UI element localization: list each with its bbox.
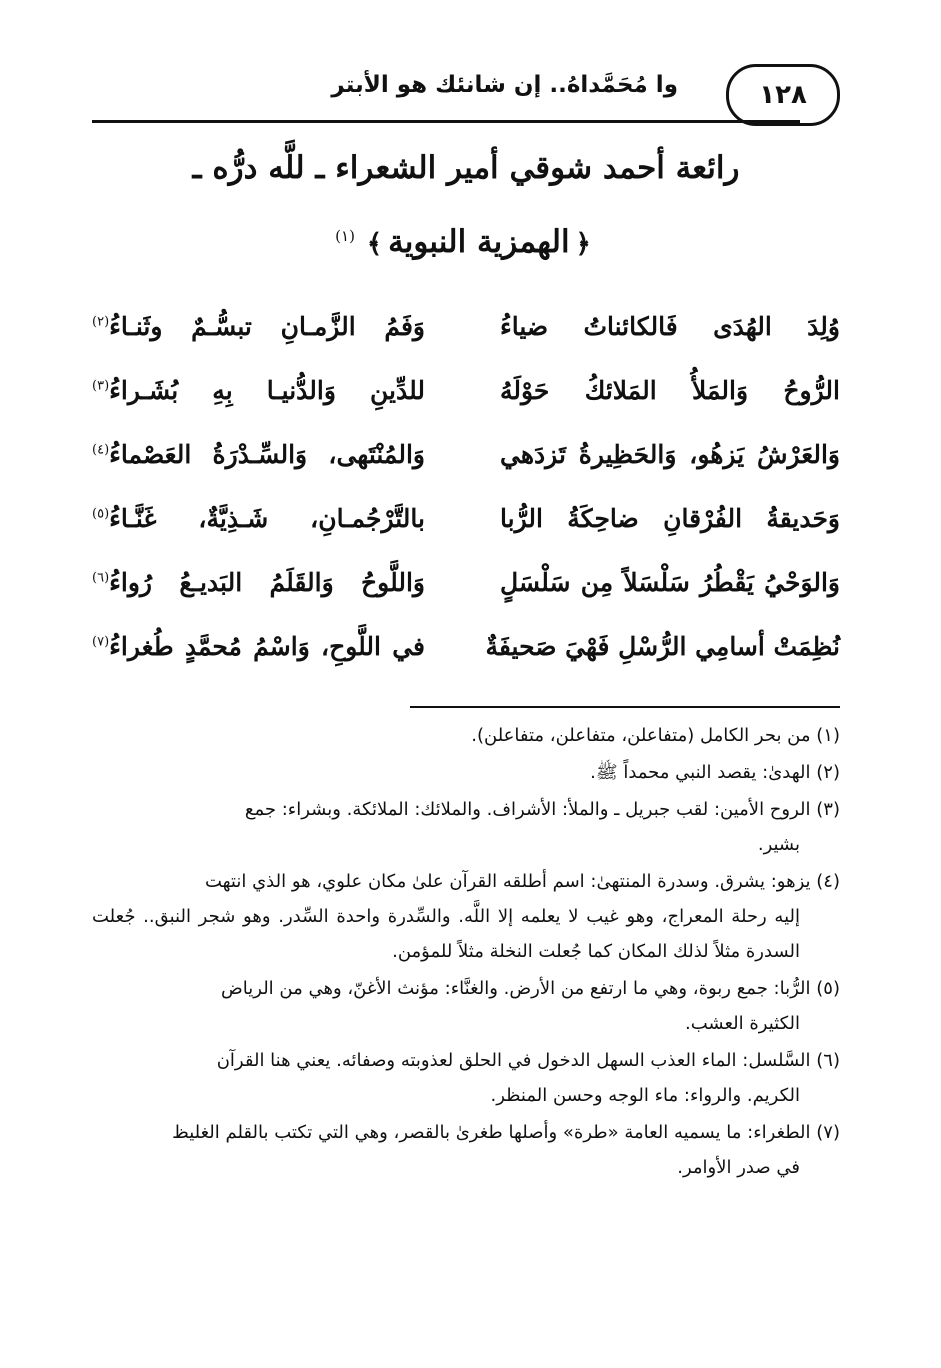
footnote-number: (٧) [816, 1122, 840, 1143]
verse-note-ref: (٦) [92, 570, 110, 586]
footnote-number: (٦) [816, 1050, 840, 1071]
verse-note-ref: (٣) [92, 378, 110, 394]
footnote-text: السَّلسل: الماء العذب السهل الدخول في الحلق لعذوبته وصفائه. يعني هنا القرآن [216, 1050, 811, 1071]
footnote [92, 1115, 840, 1185]
verse-first-hemistich: نُظِمَتْ أسامِي الرُّسْلِ فَهْيَ صَحيفَةٌ [485, 632, 840, 661]
verse-note-ref: (٥) [92, 506, 110, 522]
footnote-number: (٢) [816, 762, 840, 783]
verse-second-hemistich [92, 568, 425, 597]
verse-second-text: بالتَّرْجُمـانِ، شَـذِيَّةٌ، غَنَّـاءُ [109, 504, 425, 533]
footnotes [92, 718, 840, 1187]
verse-first-hemistich: وَالعَرْشُ يَزهُو، وَالحَظِيرةُ تَزدَهي [500, 440, 840, 469]
footnote-text: الرُّبا: جمع ربوة، وهي ما ارتفع من الأرض. والغنَّاء: مؤنث الأغنّ، وهي من الرياض [221, 978, 811, 999]
verse-second-text: للدِّينِ وَالدُّنيـا بِهِ بُشَـراءُ [109, 376, 425, 405]
footnote-continuation: الكريم. والرواء: ماء الوجه وحسن المنظر. [490, 1085, 800, 1106]
verse-second-text: وَاللَّوحُ وَالقَلَمُ البَديـعُ رُواءُ [109, 568, 425, 597]
footnote-continuation: إليه رحلة المعراج، وهو غيب لا يعلمه إلا اللَّه. والسِّدرة واحدة السِّدر. وهو شجر النبق.. جُعلت السدرة مثلاً لذلك المكان كما جُعلت النخلة مثلاً للمؤمن. [92, 906, 800, 962]
verse-second-hemistich [92, 312, 425, 341]
page-header [92, 62, 840, 124]
ornament-right-icon: ﴿ [575, 229, 591, 259]
footnote-continuation: بشير. [757, 834, 800, 855]
footnote [92, 755, 840, 790]
footnote-text: الطغراء: ما يسميه العامة «طرة» وأصلها طغرىٰ بالقصر، وهي التي تكتب بالقلم الغليظ [172, 1122, 811, 1143]
footnote-continuation: في صدر الأوامر. [677, 1157, 800, 1178]
verse-second-text: في اللَّوحِ، وَاسْمُ مُحمَّدٍ طُغراءُ [109, 632, 425, 661]
verse [92, 306, 840, 370]
verse-first-hemistich: وُلِدَ الهُدَى فَالكائناتُ ضياءُ [500, 312, 840, 341]
subtitle-note-ref: (١) [335, 226, 355, 245]
footnote-number: (٣) [816, 799, 840, 820]
footnote-number: (١) [816, 725, 840, 746]
verse [92, 498, 840, 562]
running-title: وا مُحَمَّداهُ.. إن شانئك هو الأبتر [331, 72, 678, 98]
verse [92, 434, 840, 498]
footnote-number: (٤) [816, 871, 840, 892]
verse-second-text: وَالمُنْتَهى، وَالسِّـدْرَةُ العَصْماءُ [109, 440, 425, 469]
verse-note-ref: (٢) [92, 314, 110, 330]
verse-second-hemistich [92, 440, 425, 469]
verse [92, 626, 840, 690]
footnote-text: يزهو: يشرق. وسدرة المنتهىٰ: اسم أطلقه القرآن علىٰ مكان علوي، هو الذي انتهت [204, 871, 811, 892]
poem [92, 306, 840, 690]
footnote [92, 1043, 840, 1113]
footnote-text: الروح الأمين: لقب جبريل ـ والملأ: الأشراف. والملائك: الملائكة. وبشراء: جمع [244, 799, 811, 820]
poem-subtitle [92, 224, 840, 260]
footnote-continuation: الكثيرة العشب. [685, 1013, 800, 1034]
verse-second-hemistich [92, 504, 425, 533]
ornament-left-icon: ﴾ [366, 229, 383, 259]
footnote-rule [410, 706, 840, 708]
footnote [92, 792, 840, 862]
verse-second-text: وَفَمُ الزَّمـانِ تبسُّـمٌ وثَنـاءُ [109, 312, 425, 341]
footnote [92, 864, 840, 969]
footnote-text: الهدىٰ: يقصد النبي محمداً ﷺ. [590, 762, 811, 783]
verse [92, 562, 840, 626]
subtitle-text: الهمزية النبوية [388, 224, 570, 260]
verse-second-hemistich [92, 632, 425, 661]
verse-first-hemistich: وَالوَحْيُ يَقْطُرُ سَلْسَلاً مِن سَلْسَلٍ [500, 568, 840, 597]
footnote-number: (٥) [816, 978, 840, 999]
page-number: ١٢٨ [726, 64, 840, 126]
verse-second-hemistich [92, 376, 425, 405]
footnote-text: من بحر الكامل (متفاعلن، متفاعلن، متفاعلن). [471, 725, 811, 746]
page-title: رائعة أحمد شوقي أمير الشعراء ـ للَّه درُّه ـ [192, 150, 740, 186]
verse-note-ref: (٤) [92, 442, 110, 458]
footnote [92, 718, 840, 753]
verse-first-hemistich: وَحَديقةُ الفُرْقانِ ضاحِكَةُ الرُّبا [500, 504, 840, 533]
verse [92, 370, 840, 434]
verse-first-hemistich: الرُّوحُ وَالمَلأُ المَلائكُ حَوْلَهُ [500, 376, 840, 405]
verse-note-ref: (٧) [92, 634, 110, 650]
header-rule [92, 120, 800, 123]
footnote [92, 971, 840, 1041]
